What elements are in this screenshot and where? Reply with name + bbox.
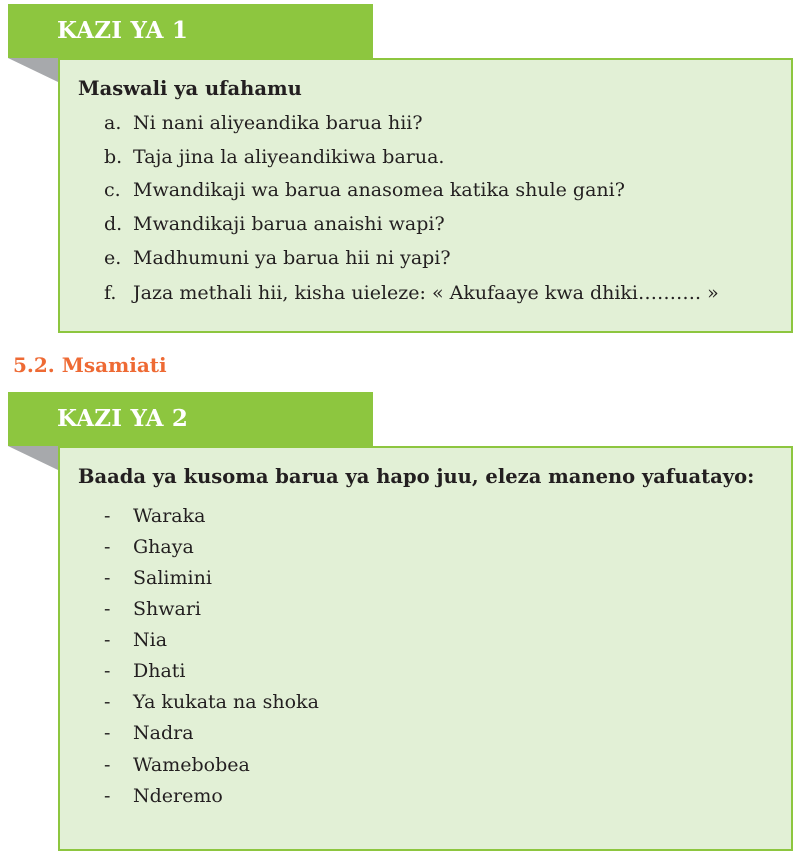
- list-text: Jaza methali hii, kisha uieleze: « Akufaaye kwa dhiki………. »: [133, 282, 719, 304]
- list-marker: e.: [104, 247, 122, 269]
- task1-heading: Maswali ya ufahamu: [78, 77, 302, 100]
- list-marker: b.: [104, 146, 123, 168]
- list-marker: -: [104, 629, 111, 651]
- list-marker: a.: [104, 112, 122, 134]
- list-marker: -: [104, 536, 111, 558]
- task2-box: [58, 446, 793, 851]
- list-marker: -: [104, 567, 111, 589]
- list-text: Salimini: [133, 567, 212, 589]
- list-text: Mwandikaji wa barua anasomea katika shule gani?: [133, 179, 625, 201]
- list-marker: d.: [104, 213, 123, 235]
- list-marker: c.: [104, 179, 121, 201]
- list-text: Taja jina la aliyeandikiwa barua.: [133, 146, 445, 168]
- list-text: Madhumuni ya barua hii ni yapi?: [133, 247, 451, 269]
- task2-heading: Baada ya kusoma barua ya hapo juu, eleza maneno yafuatayo:: [78, 465, 755, 488]
- list-marker: -: [104, 722, 111, 744]
- list-text: Nadra: [133, 722, 194, 744]
- list-text: Shwari: [133, 598, 202, 620]
- list-marker: -: [104, 754, 111, 776]
- list-text: Dhati: [133, 660, 186, 682]
- list-text: Wamebobea: [133, 754, 250, 776]
- list-text: Nderemo: [133, 785, 223, 807]
- list-text: Nia: [133, 629, 168, 651]
- task2-tab: KAZI YA 2: [8, 392, 373, 446]
- list-marker: -: [104, 785, 111, 807]
- section-heading: 5.2. Msamiati: [13, 353, 167, 377]
- task1-box: [58, 58, 793, 333]
- list-marker: f.: [104, 282, 117, 304]
- list-text: Waraka: [133, 505, 206, 527]
- list-marker: -: [104, 598, 111, 620]
- list-text: Ni nani aliyeandika barua hii?: [133, 112, 423, 134]
- list-marker: -: [104, 691, 111, 713]
- list-marker: -: [104, 505, 111, 527]
- list-text: Ghaya: [133, 536, 194, 558]
- list-text: Ya kukata na shoka: [133, 691, 319, 713]
- list-text: Mwandikaji barua anaishi wapi?: [133, 213, 445, 235]
- task1-tab-fold: [8, 58, 58, 82]
- task1-tab: KAZI YA 1: [8, 4, 373, 58]
- task2-tab-fold: [8, 446, 58, 470]
- list-marker: -: [104, 660, 111, 682]
